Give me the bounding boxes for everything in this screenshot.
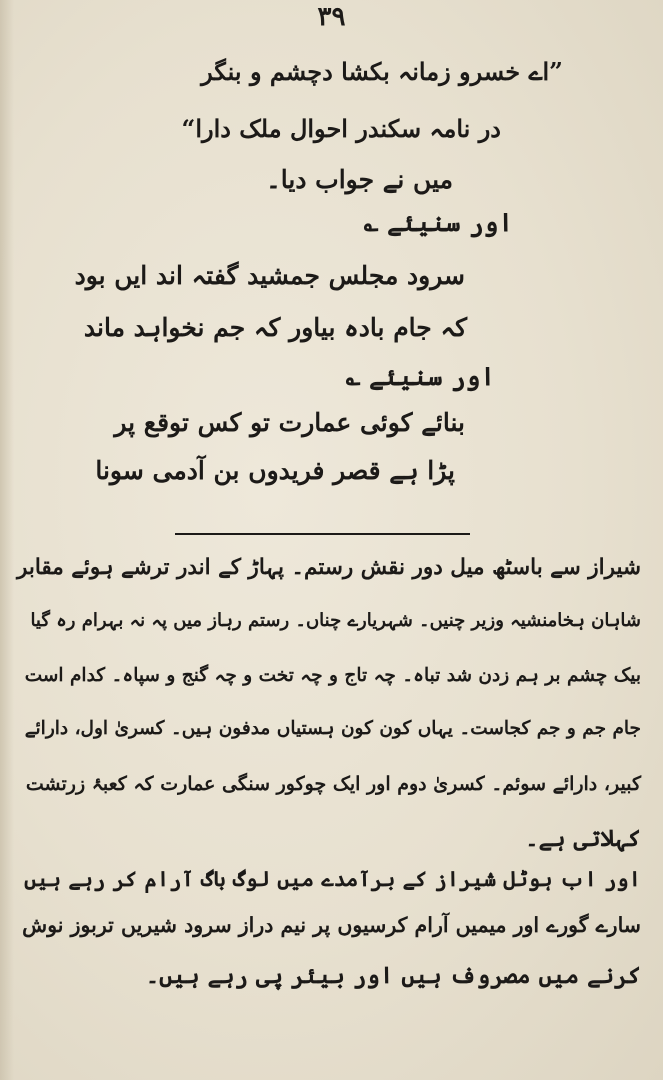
prose-2-line-3: کرنے میں مصروف ہیں اور بیئر پی رہے ہیں۔ — [145, 962, 641, 989]
verse-2-line-2: کہ جام بادہ بیاور کہ جم نخواہد ماند — [83, 313, 467, 342]
prose-2-line-1: اور اب ہوٹل شیراز کے برآمدے میں لوگ باگ آرام کر رہے ہیں — [24, 866, 641, 891]
prose-1-line-4: جام جم و جم کجاست۔ یہاں کون کون ہستیاں مدفون ہیں۔ کسریٰ اول، دارائے — [24, 718, 641, 739]
intro-line-2: اور سنیئے ؎ — [345, 362, 495, 391]
reply-line: میں نے جواب دیا۔ — [266, 165, 453, 194]
verse-1-line-2: در نامہ سکندر احوال ملک دارا“ — [181, 114, 501, 143]
section-divider — [175, 533, 470, 535]
prose-1-line-2: شاہان ہخامنشیہ وزیر چنیں۔ شہریارے چناں۔ رستم رہاز میں پہ نہ بہرام رہ گیا — [30, 610, 641, 631]
prose-1-line-1: شیراز سے باسٹھ میل دور نقش رستم۔ پہاڑ کے اندر ترشے ہوئے مقابر — [17, 555, 641, 580]
prose-1-line-5: کبیر، دارائے سوئم۔ کسریٰ دوم اور ایک چوکور سنگی عمارت کہ کعبۂ زرتشت — [25, 773, 641, 795]
verse-3-line-1: بنائے کوئی عمارت تو کس توقع پر — [114, 408, 465, 437]
verse-3-line-2: پڑا ہے قصر فریدوں بن آدمی سونا — [95, 456, 455, 485]
page-number: ۳۹ — [317, 2, 346, 32]
verse-2-line-1: سرود مجلس جمشید گفتہ اند ایں بود — [74, 261, 465, 290]
prose-2-line-2: سارے گورے اور میمیں آرام کرسیوں پر نیم دراز سرود شیریں تربوز نوش — [22, 913, 641, 937]
intro-line-1: اور سنیئے ؎ — [363, 208, 513, 237]
prose-1-line-3: بیک چشم بر ہم زدن شد تباہ۔ چہ تاج و چہ تخت و چہ گنج و سپاہ۔ کدام است — [24, 665, 641, 686]
prose-1-line-6: کہلاتی ہے۔ — [525, 825, 641, 852]
verse-1-line-1: ”اے خسرو زمانہ بکشا دچشم و بنگر — [201, 57, 563, 86]
page-edge-shadow — [0, 0, 14, 1080]
